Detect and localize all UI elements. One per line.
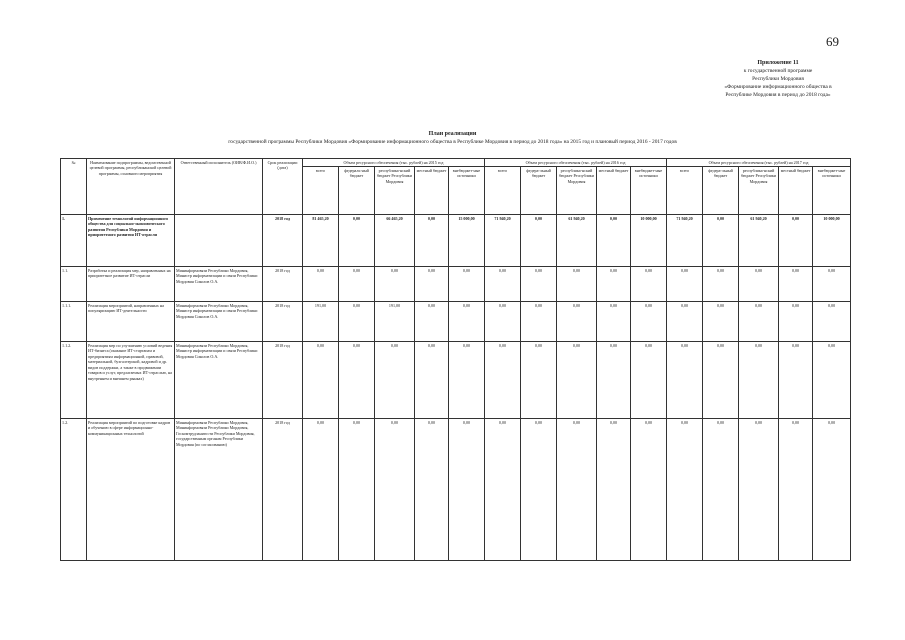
table-row (61, 302, 851, 342)
cell-term: 2018 год (263, 267, 303, 302)
cell-value: 0,00 (521, 215, 557, 267)
cell-value: 0,00 (339, 302, 375, 342)
cell-executor (175, 215, 263, 267)
cell-value: 0,00 (521, 342, 557, 419)
table-row (61, 215, 851, 267)
cell-value: 0,00 (375, 419, 415, 561)
cell-value: 0,00 (703, 342, 739, 419)
plan-table (60, 158, 851, 561)
header-sub: внебюджет-ные источники (449, 167, 485, 215)
cell-value: 0,00 (415, 215, 449, 267)
appendix-block (688, 59, 868, 99)
cell-value: 0,00 (597, 302, 631, 342)
cell-value: 0,00 (779, 419, 813, 561)
cell-value: 0,00 (779, 342, 813, 419)
appendix-line: Республике Мордовия в период до 2018 года» (725, 92, 831, 98)
cell-value: 0,00 (631, 342, 667, 419)
header-sub: всего (485, 167, 521, 215)
cell-value: 0,00 (631, 419, 667, 561)
cell-value: 15 000,00 (449, 215, 485, 267)
cell-value: 0,00 (779, 302, 813, 342)
cell-value: 0,00 (415, 302, 449, 342)
header-sub: внебюджет-ные источники (631, 167, 667, 215)
cell-value: 81 465,20 (303, 215, 339, 267)
cell-value: 0,00 (449, 342, 485, 419)
cell-term: 2018 год (263, 215, 303, 267)
cell-value: 0,00 (813, 302, 851, 342)
cell-num: 1.1. (61, 267, 87, 302)
cell-value: 0,00 (449, 419, 485, 561)
header-name: Наименование подпрограммы, ведомственной целевой программы, республиканской целевой программы, основного мероприятия (87, 159, 175, 215)
cell-name: Реализация мер по улучшению условий ведения ИТ-бизнеса (оказание ИТ-стартапам и предприятиям информационной, правовой, материальной, бухгалтерской, кадровой и др. видов поддержки, а также в продвижении товаров и услуг, предлагаемых ИТ-отраслью, на внутреннем и внешнем рынках) (87, 342, 175, 419)
cell-value: 0,00 (557, 302, 597, 342)
cell-value: 0,00 (449, 302, 485, 342)
cell-value: 0,00 (485, 267, 521, 302)
cell-value: 0,00 (485, 302, 521, 342)
cell-value: 0,00 (739, 267, 779, 302)
cell-value: 0,00 (703, 267, 739, 302)
appendix-title: Приложение 11 (757, 60, 799, 66)
cell-value: 0,00 (557, 419, 597, 561)
header-sub: республика-нский бюджет Республики Мордовия (375, 167, 415, 215)
cell-value: 0,00 (597, 215, 631, 267)
cell-num: 1.1.1. (61, 302, 87, 342)
cell-value: 0,00 (739, 342, 779, 419)
cell-term: 2018 год (263, 302, 303, 342)
cell-value: 0,00 (415, 419, 449, 561)
cell-value: 191,00 (375, 302, 415, 342)
page-number: 69 (826, 34, 839, 49)
cell-value: 0,00 (375, 267, 415, 302)
plan-title: План реализации (428, 131, 477, 137)
cell-value: 10 000,00 (631, 215, 667, 267)
cell-value: 0,00 (631, 267, 667, 302)
cell-value: 0,00 (303, 267, 339, 302)
cell-num: 1. (61, 215, 87, 267)
cell-value: 61 940,20 (557, 215, 597, 267)
cell-name: Реализация мероприятий, направленных на популяризацию ИТ-деятельности (87, 302, 175, 342)
cell-value: 0,00 (485, 419, 521, 561)
table-row (61, 267, 851, 302)
header-sub: местный бюджет (597, 167, 631, 215)
cell-value: 0,00 (631, 302, 667, 342)
table-row (61, 342, 851, 419)
cell-value: 0,00 (557, 342, 597, 419)
cell-value: 0,00 (415, 342, 449, 419)
header-sub: федера-льный бюджет (521, 167, 557, 215)
cell-value: 0,00 (521, 302, 557, 342)
cell-value: 0,00 (339, 342, 375, 419)
cell-value: 66 465,20 (375, 215, 415, 267)
header-term: Срок реализации (дата) (263, 159, 303, 215)
header-group-2015: Объем ресурсного обеспечения (тыс. рублей) на 2015 год (303, 159, 485, 167)
cell-value: 0,00 (667, 267, 703, 302)
header-sub: внебюджет-ные источники (813, 167, 851, 215)
header-sub: республика-нский бюджет Республики Мордовия (557, 167, 597, 215)
cell-value: 0,00 (485, 342, 521, 419)
cell-value: 0,00 (303, 342, 339, 419)
header-sub: федера-льный бюджет (703, 167, 739, 215)
header-sub: местный бюджет (779, 167, 813, 215)
cell-value: 0,00 (703, 419, 739, 561)
cell-value: 61 940,20 (739, 215, 779, 267)
cell-value: 71 940,20 (667, 215, 703, 267)
cell-value: 0,00 (779, 267, 813, 302)
cell-value: 0,00 (303, 419, 339, 561)
cell-value: 0,00 (703, 215, 739, 267)
cell-executor: Мининформсвязи Республики Мордовия, Министр информатизации и связи Республики Мордовия Соколов О.А. (175, 302, 263, 342)
cell-value: 0,00 (779, 215, 813, 267)
cell-value: 0,00 (703, 302, 739, 342)
cell-num: 1.2. (61, 419, 87, 561)
cell-executor: Мининформсвязи Республики Мордовия, Министр информатизации и связи Республики Мордовия Соколов О.А. (175, 267, 263, 302)
header-sub: всего (303, 167, 339, 215)
cell-value: 0,00 (597, 419, 631, 561)
cell-value: 0,00 (739, 302, 779, 342)
header-group-2016: Объем ресурсного обеспечения (тыс. рублей) на 2016 год (485, 159, 667, 167)
appendix-line: «Формирование информационного общества в (724, 84, 832, 90)
cell-value: 71 940,20 (485, 215, 521, 267)
cell-value: 10 000,00 (813, 215, 851, 267)
appendix-line: Республики Мордовия (752, 76, 804, 82)
cell-value: 0,00 (667, 342, 703, 419)
cell-executor: Мининформсвязи Республики Мордовия, Мининформсвязи Республики Мордовия, Госкомтрудзанятости Республики Мордовия, государственным органам Республики Мордовия (по согласованию) (175, 419, 263, 561)
cell-value: 191,00 (303, 302, 339, 342)
cell-value: 0,00 (813, 419, 851, 561)
cell-value: 0,00 (521, 419, 557, 561)
header-group-2017: Объем ресурсного обеспечения (тыс. рублей) на 2017 год (667, 159, 851, 167)
cell-value: 0,00 (813, 342, 851, 419)
cell-name: Реализация мероприятий по подготовке кадров и обучению в сфере информационно-коммуникационных технологий (87, 419, 175, 561)
cell-name: Применение технологий информационного общества для социально-экономического развития Республики Мордовия и приоритетного развития ИТ-отрасли (87, 215, 175, 267)
cell-value: 0,00 (597, 267, 631, 302)
header-sub: всего (667, 167, 703, 215)
header-num: № (61, 159, 87, 215)
cell-value: 0,00 (739, 419, 779, 561)
cell-value: 0,00 (339, 419, 375, 561)
cell-value: 0,00 (375, 342, 415, 419)
plan-table-body (61, 215, 851, 561)
cell-name: Разработка и реализация мер, направленных на приоритетное развитие ИТ-отрасли (87, 267, 175, 302)
header-sub: местный бюджет (415, 167, 449, 215)
header-sub: федераль-ный бюджет (339, 167, 375, 215)
cell-executor: Мининформсвязи Республики Мордовия, Министр информатизации и связи Республики Мордовия Соколов О.А. (175, 342, 263, 419)
cell-value: 0,00 (667, 419, 703, 561)
cell-value: 0,00 (597, 342, 631, 419)
cell-term: 2018 год (263, 342, 303, 419)
cell-value: 0,00 (521, 267, 557, 302)
cell-value: 0,00 (557, 267, 597, 302)
cell-value: 0,00 (813, 267, 851, 302)
cell-value: 0,00 (339, 215, 375, 267)
header-sub: республика-нский бюджет Республики Мордовия (739, 167, 779, 215)
cell-value: 0,00 (449, 267, 485, 302)
appendix-line: к государственной программе (743, 68, 813, 74)
cell-value: 0,00 (667, 302, 703, 342)
cell-value: 0,00 (415, 267, 449, 302)
cell-term: 2018 год (263, 419, 303, 561)
cell-value: 0,00 (339, 267, 375, 302)
cell-num: 1.1.2. (61, 342, 87, 419)
table-row (61, 419, 851, 561)
plan-subtitle: государственной программы Республики Мордовия «Формирование информационного общества в Республике Мордовия в период до 2018 года» на 2015 год и плановый период 2016 - 2017 годов (228, 139, 677, 145)
header-executor: Ответственный исполнитель (ОИВ/Ф.И.О.) (175, 159, 263, 215)
